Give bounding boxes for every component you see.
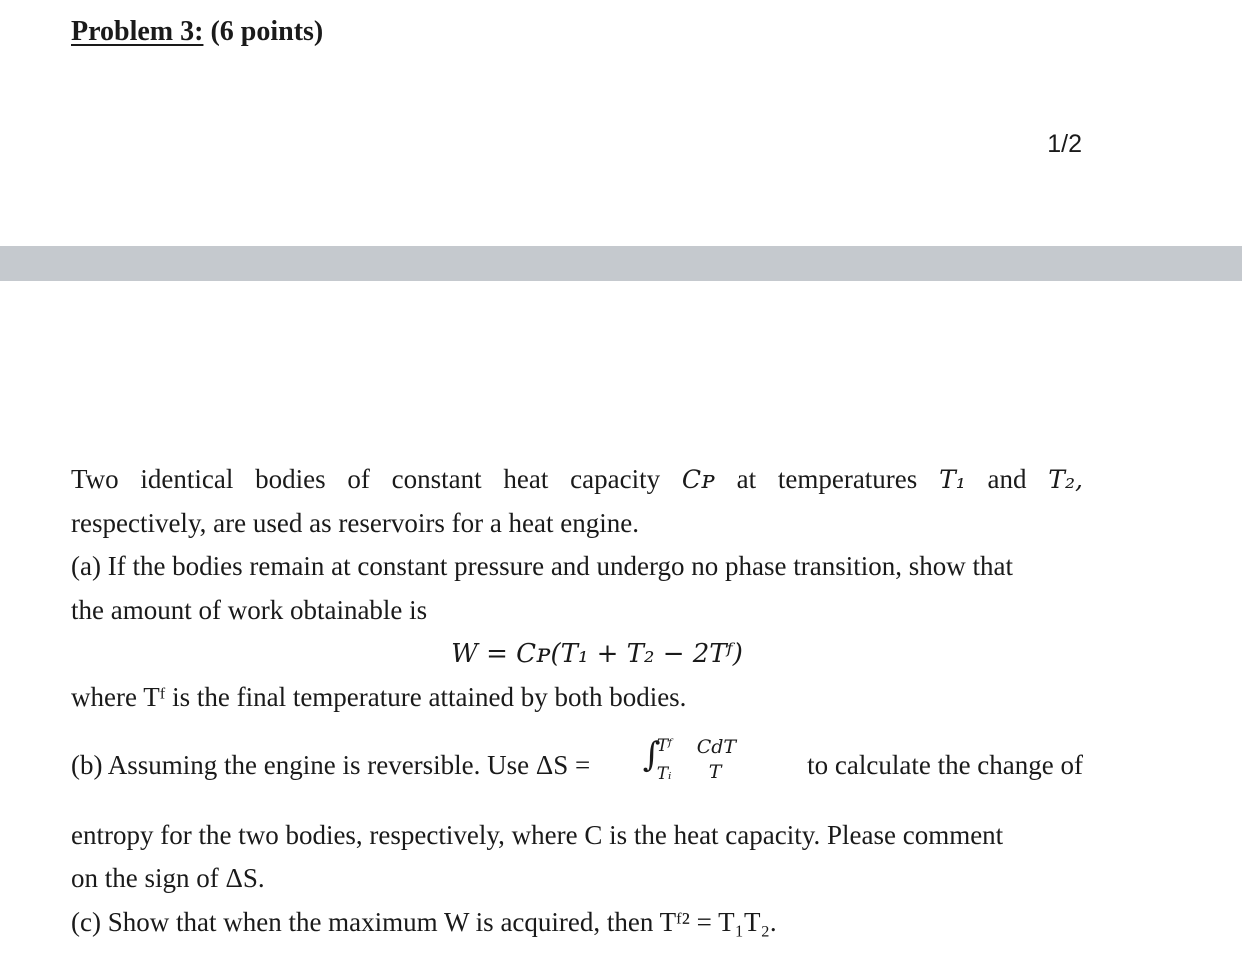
where-line: where Tᶠ is the final temperature attained by both bodies. — [71, 682, 687, 712]
word: of — [347, 464, 370, 494]
part-b-line-2: entropy for the two bodies, respectively, where C is the heat capacity. Please comment — [71, 819, 1004, 850]
work-formula — [71, 632, 1083, 676]
word: temperatures — [777, 464, 918, 494]
integral-numerator: CdT — [696, 735, 737, 758]
math-cp: Cᴩ — [681, 465, 715, 494]
integral-denominator: T — [708, 760, 722, 783]
entropy-integral — [642, 734, 755, 787]
word: heat — [503, 464, 549, 494]
work-formula-text: W = Cᴩ(T₁ + T₂ − 2Tᶠ) — [451, 639, 743, 669]
intro-line-1 — [71, 458, 1083, 502]
part-a-line-1: (a) If the bodies remain at constant pressure and undergo no phase transition, show that — [71, 551, 1013, 581]
integral-upper-limit: Tᶠ — [656, 735, 673, 756]
math-t2: T₂, — [1048, 465, 1083, 494]
problem-points: (6 points) — [203, 16, 324, 47]
part-b-line-3: on the sign of ΔS. — [71, 863, 265, 893]
word: bodies — [255, 464, 326, 494]
part-b-suffix: to calculate the change of — [807, 749, 1083, 780]
word: identical — [140, 464, 234, 494]
problem-label: Problem 3: — [71, 16, 204, 47]
part-c-line: (c) Show that when the maximum W is acquired, then Tᶠ² = T₁T₂. — [71, 906, 777, 937]
part-a-line-2: the amount of work obtainable is — [71, 594, 428, 625]
word: and — [987, 464, 1027, 494]
integral-sign-icon: ∫ — [642, 734, 661, 775]
word: at — [736, 464, 757, 494]
part-b-line-1 — [71, 720, 1083, 814]
math-t1: T₁ — [939, 465, 966, 494]
intro-line-2: respectively, are used as reservoirs for a heat engine. — [71, 507, 639, 538]
word: capacity — [570, 464, 661, 494]
problem-title — [71, 14, 323, 50]
word: Two — [71, 464, 119, 494]
page-separator-bar — [0, 246, 1242, 281]
integral-lower-limit: Tᵢ — [656, 763, 672, 784]
word: constant — [391, 464, 482, 494]
page-indicator: 1/2 — [1047, 130, 1082, 158]
part-b-prefix: (b) Assuming the engine is reversible. Use ΔS = — [71, 749, 591, 780]
problem-body — [71, 458, 1083, 944]
